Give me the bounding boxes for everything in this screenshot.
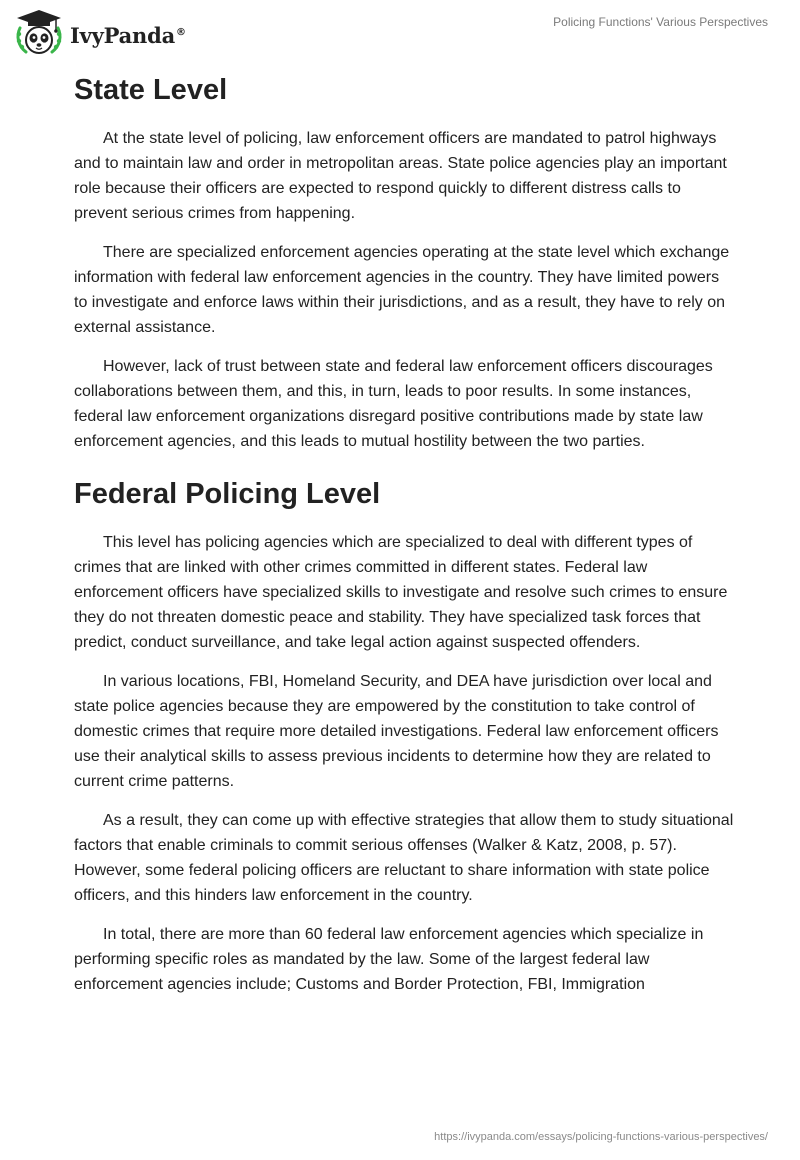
page-header: [0, 0, 800, 64]
paragraph: There are specialized enforcement agencies operating at the state level which exchange information with federal law enforcement agencies in the country. They have limited powers to investigate and enforce laws within their jurisdictions, and as a result, they have to rely on external assistance.: [74, 244, 730, 336]
section-heading: State Level: [74, 74, 228, 106]
document-title: Policing Functions' Various Perspectives: [553, 15, 768, 29]
paragraph: In various locations, FBI, Homeland Security, and DEA have jurisdiction over local and state police agencies because they are empowered by the constitution to take control of domestic crimes that require more detailed investigations. Federal law enforcement officers use their analytical skills to assess previous incidents to determine how they are related to current crime patterns.: [74, 673, 719, 790]
paragraph: However, lack of trust between state and federal law enforcement officers discourages collaborations between them, and this, in turn, leads to poor results. In some instances, federal law enforcement organizations disregard positive contributions made by state law enforcement agencies, and this leads to mutual hostility between the two parties.: [74, 358, 713, 450]
section-federal-policing-level: [74, 474, 734, 997]
paragraph: In total, there are more than 60 federal law enforcement agencies which specialize in performing specific roles as mandated by the law. Some of the largest federal law enforcement agencies include; Customs and Border Protection, FBI, Immigration: [74, 926, 704, 993]
brand-name: IvyPanda®: [70, 22, 186, 48]
section-heading: Federal Policing Level: [74, 478, 381, 510]
essay-content: [74, 70, 734, 1011]
panda-graduate-icon: [14, 8, 64, 56]
paragraph: At the state level of policing, law enforcement officers are mandated to patrol highways and to maintain law and order in metropolitan areas. State police agencies play an important role because their officers are expected to respond quickly to different distress calls to prevent serious crimes from happening.: [74, 130, 727, 222]
ivypanda-logo[interactable]: [14, 8, 186, 56]
paragraph: This level has policing agencies which are specialized to deal with different types of crimes that are linked with other crimes committed in different states. Federal law enforcement officers have specialized skills to investigate and resolve such crimes to ensure they do not threaten domestic peace and stability. They have specialized task forces that predict, conduct surveillance, and take legal action against suspected offenders.: [74, 534, 728, 651]
paragraph: As a result, they can come up with effective strategies that allow them to study situational factors that enable criminals to commit serious offenses (Walker & Katz, 2008, p. 57). However, some federal policing officers are reluctant to share information with state police officers, and this hinders law enforcement in the country.: [74, 812, 734, 904]
registered-mark: ®: [176, 26, 186, 38]
source-url-link[interactable]: https://ivypanda.com/essays/policing-functions-various-perspectives/: [434, 1131, 768, 1143]
section-state-level: [74, 70, 734, 454]
